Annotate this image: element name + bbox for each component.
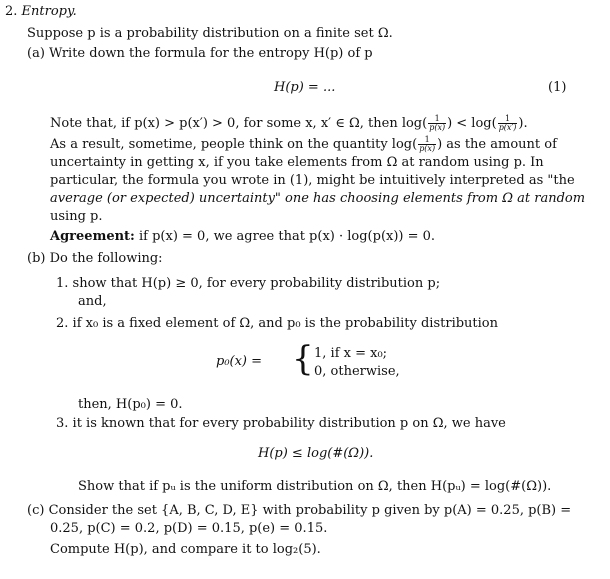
agreement-text: if p(x) = 0, we agree that p(x) · log(p(x)) = 0. (139, 229, 436, 244)
uniform-show-text: Show that if pᵤ is the uniform distribution on Ω, then H(pᵤ) = log(#(Ω)). (78, 479, 552, 494)
problem-header (5, 4, 77, 20)
part-b-label: (b) (27, 251, 46, 266)
item-1-and: and, (78, 294, 107, 309)
item-1-number: 1. (56, 276, 69, 291)
note-line-4: particular, the formula you wrote in (1), might be intuitively interpreted as "the (50, 173, 575, 188)
part-a-prompt-text: Write down the formula for the entropy H(p) of p (49, 46, 373, 61)
cases-brace: { (292, 339, 314, 379)
problem-title: Entropy. (21, 4, 77, 19)
note-line-1-start: Note that, if p(x) > p(x′) > 0, for some x, x′ ∈ Ω, then log( (50, 116, 428, 131)
part-a-prompt (27, 46, 373, 62)
note-line-6: using p. (50, 209, 103, 224)
fraction-1-over-pxprime: $\frac{1}{p(x')}$ (498, 114, 517, 132)
item-1 (56, 276, 440, 292)
item-2-then: then, H(p₀) = 0. (78, 397, 183, 412)
problem-intro: Suppose p is a probability distribution on a finite set Ω. (27, 26, 393, 41)
note-line-3: uncertainty in getting x, if you take elements from Ω at random using p. In (50, 155, 544, 170)
fraction-1-over-px-2: $\frac{1}{p(x)}$ (419, 135, 436, 153)
note-line-1 (50, 115, 528, 132)
note-line-2 (50, 136, 557, 153)
part-b-prompt-text: Do the following: (49, 251, 163, 266)
part-c-line-1-text: Consider the set {A, B, C, D, E} with probability p given by p(A) = 0.25, p(B) = (48, 503, 572, 518)
item-3-number: 3. (56, 416, 69, 431)
item-2-text: if x₀ is a fixed element of Ω, and p₀ is the probability distribution (72, 316, 499, 331)
item-3-equation: H(p) ≤ log(#(Ω)). (258, 446, 374, 461)
item-3 (56, 416, 506, 432)
fraction-1-over-px: $\frac{1}{p(x)}$ (429, 114, 446, 132)
equation-number: (1) (548, 80, 567, 95)
item-2-number: 2. (56, 316, 69, 331)
note-line-2-start: As a result, sometime, people think on the quantity log( (50, 137, 418, 152)
note-line-1-mid: ) < log( (447, 116, 497, 131)
note-line-2-end: ) as the amount of (437, 137, 557, 152)
part-c-line-3: Compute H(p), and compare it to log₂(5). (50, 542, 321, 557)
item-3-text: it is known that for every probability distribution p on Ω, we have (72, 416, 506, 431)
p0-case-2: 0, otherwise, (314, 364, 400, 379)
part-b-prompt (27, 251, 163, 267)
part-c-line-2: 0.25, p(C) = 0.2, p(D) = 0.15, p(e) = 0.15. (50, 521, 328, 536)
note-line-1-end: ). (518, 116, 528, 131)
p0-case-1: 1, if x = x₀; (314, 346, 388, 361)
part-c-label: (c) (27, 503, 45, 518)
item-1-text: show that H(p) ≥ 0, for every probability distribution p; (72, 276, 441, 291)
note-line-5: average (or expected) uncertainty" one has choosing elements from Ω at random (50, 191, 586, 206)
entropy-equation: H(p) = ... (274, 80, 336, 95)
p0-lhs: p₀(x) = (216, 354, 263, 369)
agreement-line (50, 229, 435, 245)
part-a-label: (a) (27, 46, 45, 61)
problem-number: 2. (5, 4, 18, 19)
agreement-label: Agreement: (50, 229, 135, 244)
part-c-line-1 (27, 503, 571, 519)
item-2 (56, 316, 498, 332)
